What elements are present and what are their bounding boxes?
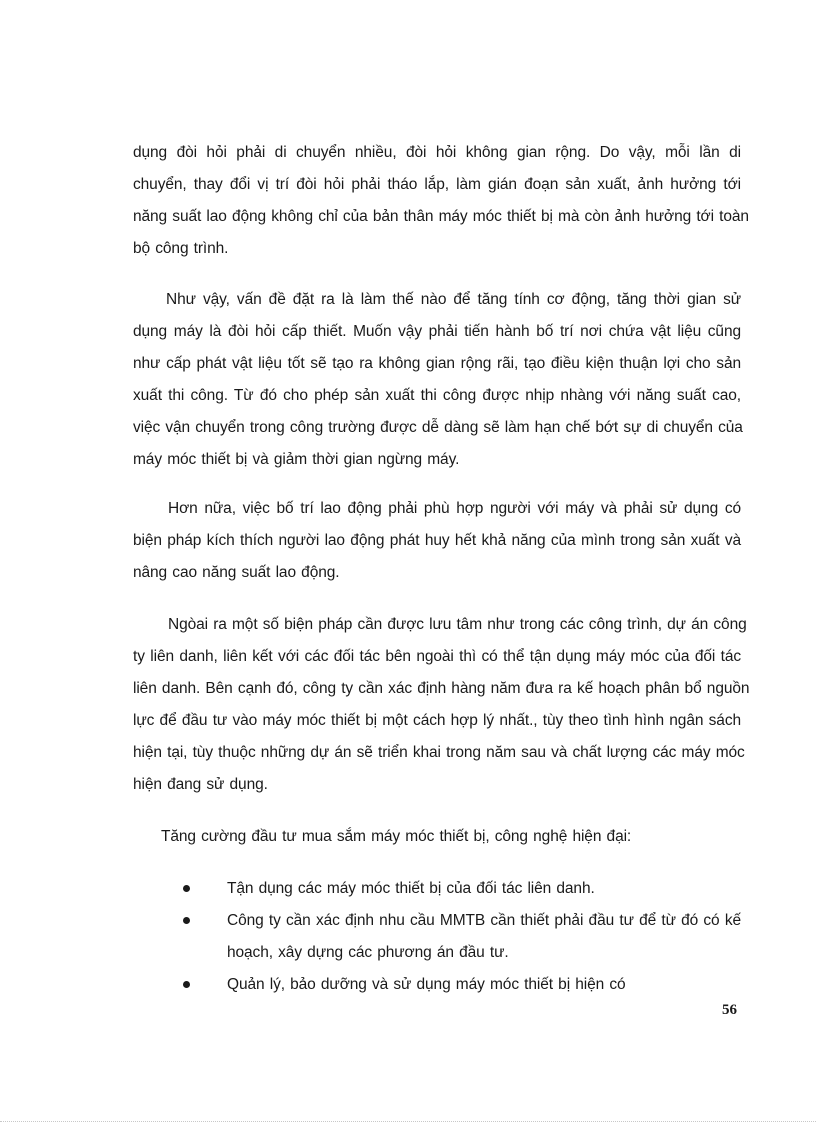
paragraph-line: hiện tại, tùy thuộc những dự án sẽ triển khai trong năm sau và chất lượng các máy móc	[133, 744, 745, 761]
paragraph-4	[133, 609, 750, 801]
paragraph-line: xuất thi công. Từ đó cho phép sản xuất thi công được nhịp nhàng với năng suất cao,	[133, 387, 741, 404]
bullet-icon	[183, 917, 190, 924]
list-intro	[133, 821, 741, 853]
paragraph-line: việc vận chuyển trong công trường được dễ dàng sẽ làm hạn chế bớt sự di chuyển của	[133, 419, 743, 436]
paragraph-line: nâng cao năng suất lao động.	[133, 564, 340, 581]
paragraph-line: dụng máy là đòi hỏi cấp thiết. Muốn vậy phải tiến hành bố trí nơi chứa vật liệu cũng	[133, 323, 741, 340]
bullet-icon	[183, 885, 190, 892]
paragraph-line: như cấp phát vật liệu tốt sẽ tạo ra không gian rộng rãi, tạo điều kiện thuận lợi cho sản	[133, 355, 741, 372]
paragraph-line: Ngòai ra một số biện pháp cần được lưu tâm như trong các công trình, dự án công	[168, 616, 747, 633]
paragraph-line: năng suất lao động không chỉ của bản thân máy móc thiết bị mà còn ảnh hưởng tới toàn	[133, 208, 749, 225]
paragraph-line: dụng đòi hỏi phải di chuyển nhiều, đòi hỏi không gian rộng. Do vậy, mỗi lần di	[133, 144, 741, 161]
bullet-icon	[183, 981, 190, 988]
bullet-list	[175, 873, 741, 1001]
paragraph-line: hiện đang sử dụng.	[133, 776, 268, 793]
list-item	[175, 905, 741, 969]
paragraph-line: ty liên danh, liên kết với các đối tác bên ngoài thì có thể tận dụng máy móc của đối tác	[133, 648, 741, 665]
list-item	[175, 969, 741, 1001]
paragraph-2	[133, 284, 741, 476]
paragraph-line: biện pháp kích thích người lao động phát huy hết khả năng của mình trong sản xuất và	[133, 532, 741, 549]
page-number: 56	[722, 1002, 737, 1018]
list-item	[175, 873, 741, 905]
page-bottom-divider	[0, 1121, 816, 1122]
list-item-line: Quản lý, bảo dưỡng và sử dụng máy móc thiết bị hiện có	[227, 976, 626, 993]
list-item-line: hoạch, xây dựng các phương án đầu tư.	[227, 944, 509, 961]
paragraph-3	[133, 493, 741, 589]
paragraph-1	[133, 137, 749, 265]
paragraph-line: Hơn nữa, việc bố trí lao động phải phù hợp người với máy và phải sử dụng có	[168, 500, 741, 517]
paragraph-line: bộ công trình.	[133, 240, 229, 257]
list-item-line: Tận dụng các máy móc thiết bị của đối tác liên danh.	[227, 880, 595, 897]
paragraph-line: máy móc thiết bị và giảm thời gian ngừng máy.	[133, 451, 460, 468]
list-intro-text: Tăng cường đầu tư mua sắm máy móc thiết bị, công nghệ hiện đại:	[161, 828, 632, 845]
paragraph-line: Như vậy, vấn đề đặt ra là làm thế nào để tăng tính cơ động, tăng thời gian sử	[166, 291, 741, 308]
paragraph-line: lực để đầu tư vào máy móc thiết bị một cách hợp lý nhất., tùy theo tình hình ngân sách	[133, 712, 741, 729]
paragraph-line: liên danh. Bên cạnh đó, công ty cần xác định hàng năm đưa ra kế hoạch phân bổ nguồn	[133, 680, 750, 697]
list-item-line: Công ty cần xác định nhu cầu MMTB cần thiết phải đầu tư để từ đó có kế	[227, 912, 741, 929]
paragraph-line: chuyển, thay đổi vị trí đòi hỏi phải tháo lắp, làm gián đoạn sản xuất, ảnh hưởng tới	[133, 176, 741, 193]
